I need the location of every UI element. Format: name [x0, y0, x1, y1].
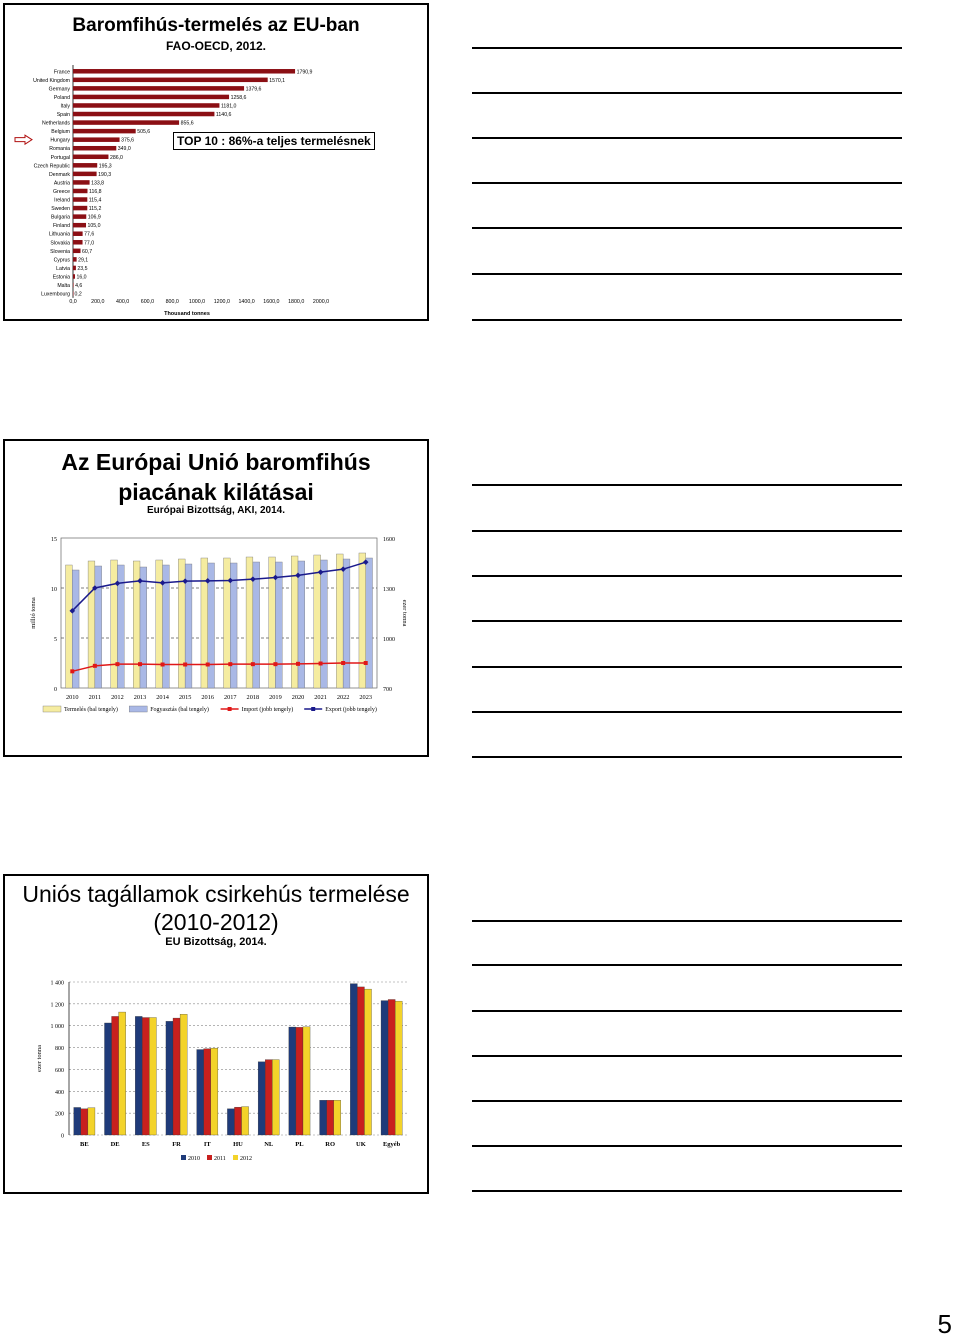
y-tick-label: 400 [55, 1089, 64, 1096]
data-label: 0,2 [74, 291, 82, 298]
bar [95, 566, 102, 688]
category-label: Estonia [52, 274, 70, 281]
x-tick-label: 2014 [156, 694, 169, 701]
data-label: 1258,6 [230, 94, 247, 101]
bar [73, 112, 214, 117]
left-tick-label: 10 [51, 587, 57, 593]
x-tick-label: 2012 [111, 694, 124, 701]
x-tick-label: 200,0 [91, 299, 105, 305]
legend-marker [228, 707, 232, 711]
bar [298, 561, 305, 688]
category-label: Slovenia [50, 248, 70, 255]
line-marker [183, 663, 187, 667]
data-label: 855,6 [180, 120, 194, 127]
bar [334, 1100, 341, 1135]
x-tick-label: RO [325, 1141, 336, 1148]
bar [366, 558, 373, 688]
y-tick-label: 200 [55, 1111, 64, 1118]
line-marker [319, 662, 323, 666]
bar [211, 1048, 218, 1135]
y-tick-label: 800 [55, 1046, 64, 1053]
bar [303, 1027, 310, 1135]
category-label: Malta [57, 283, 70, 290]
data-label: 115,4 [88, 197, 102, 204]
data-label: 116,8 [88, 188, 102, 195]
legend-marker [311, 707, 315, 711]
x-tick-label: 2019 [269, 694, 282, 701]
title-line-1: Az Európai Unió baromfihús [61, 449, 371, 475]
x-tick-label: 2021 [314, 694, 327, 701]
bar [142, 1018, 149, 1135]
slide-subtitle: EU Bizottság, 2014. [165, 936, 267, 948]
category-label: Latvia [56, 265, 70, 272]
data-label: 60,7 [82, 248, 93, 255]
bar [327, 1100, 334, 1135]
category-label: Austria [53, 180, 70, 187]
bar [73, 197, 87, 202]
bar [73, 189, 87, 194]
bar [197, 1050, 204, 1135]
y-tick-label: 1 400 [50, 980, 64, 987]
bar [320, 1100, 327, 1135]
line-marker [364, 661, 368, 665]
bar [73, 103, 219, 108]
line-marker [138, 662, 142, 666]
x-tick-label: 2015 [178, 694, 192, 701]
x-axis-title: Thousand tonnes [164, 311, 210, 317]
x-tick-label: 0,0 [69, 299, 77, 305]
bar [289, 1027, 296, 1135]
bar [350, 984, 357, 1135]
legend-swatch [181, 1155, 186, 1160]
left-tick-label: 0 [54, 687, 57, 693]
bar [73, 120, 179, 125]
bar [314, 555, 321, 688]
line-marker [296, 662, 300, 666]
bar [111, 560, 118, 688]
bar [272, 1060, 279, 1135]
bar [381, 1001, 388, 1135]
line-marker [115, 662, 119, 666]
category-label: Spain [56, 112, 70, 119]
bar [343, 559, 350, 688]
bar [178, 559, 185, 688]
title-line-2: (2010-2012) [153, 909, 279, 935]
data-label: 77,0 [84, 240, 95, 247]
bar [73, 257, 77, 262]
slide-subtitle: Európai Bizottság, AKI, 2014. [147, 505, 285, 516]
data-label: 190,3 [98, 171, 112, 178]
category-label: Bulgaria [50, 214, 70, 221]
slide-title: Baromfihús-termelés az EU-ban [72, 15, 360, 36]
bar [321, 560, 328, 688]
bar [104, 1023, 111, 1135]
data-label: 115,2 [88, 206, 102, 213]
line-marker [161, 663, 165, 667]
category-label: Romania [49, 146, 70, 153]
data-label: 133,8 [91, 180, 105, 187]
data-label: 505,6 [137, 129, 151, 136]
top10-callout: TOP 10 : 86%-a teljes termelésnek [173, 132, 375, 150]
x-tick-label: 2016 [201, 694, 215, 701]
bar [258, 1062, 265, 1135]
x-tick-label: 1600,0 [263, 299, 280, 305]
legend-label: Import (jobb tengely) [241, 707, 294, 713]
bar [180, 1014, 187, 1135]
x-tick-label: 800,0 [165, 299, 179, 305]
bar [73, 266, 76, 271]
x-tick-label: 2017 [223, 694, 237, 701]
data-label: 195,3 [98, 163, 112, 170]
x-tick-label: 2000,0 [312, 299, 330, 305]
data-label: 1379,6 [245, 86, 262, 93]
category-label: Denmark [48, 171, 70, 178]
line-marker [70, 669, 74, 673]
x-tick-label: 1800,0 [288, 299, 305, 305]
data-label: 1790,9 [296, 69, 313, 76]
bar [388, 999, 395, 1135]
bar [73, 129, 136, 134]
bar [140, 567, 147, 688]
bar [73, 137, 120, 142]
bar [73, 86, 244, 91]
line-marker [251, 662, 255, 666]
bar [296, 1027, 303, 1135]
bar [88, 561, 95, 688]
bar [73, 223, 86, 228]
bar [166, 1021, 173, 1135]
bar [364, 989, 371, 1135]
bar [73, 69, 295, 74]
bar [88, 1108, 95, 1135]
x-tick-label: HU [233, 1141, 243, 1148]
category-label: Cyprus [53, 257, 70, 264]
bar [227, 1109, 234, 1135]
highlight-arrow [15, 135, 32, 144]
bar [81, 1109, 88, 1135]
bar [242, 1107, 249, 1135]
title-line-1: Uniós tagállamok csirkehús termelése [22, 881, 410, 907]
right-axis-title: ezer tonna [401, 599, 408, 627]
legend-swatch [207, 1155, 212, 1160]
chicken-bar-chart [5, 876, 427, 1192]
data-label: 1181,0 [220, 103, 237, 110]
bar [224, 558, 231, 688]
page-number: 5 [937, 1309, 952, 1339]
outlook-combo-chart [5, 441, 427, 755]
bar [73, 231, 83, 236]
x-tick-label: PL [295, 1141, 304, 1148]
category-label: Poland [53, 94, 70, 101]
x-tick-label: Egyéb [382, 1141, 401, 1148]
bar [73, 283, 74, 288]
bar [275, 562, 282, 688]
x-tick-label: 2018 [246, 694, 260, 701]
legend-label: 2012 [240, 1156, 252, 1162]
bar [156, 560, 163, 688]
category-label: United Kingdom [33, 77, 70, 84]
bar [204, 1049, 211, 1135]
legend-label: Export (jobb tengely) [325, 707, 377, 713]
legend-label: Fogyasztás (bal tengely) [150, 707, 209, 713]
bar [73, 206, 87, 211]
bar [73, 146, 116, 151]
category-label: Hungary [50, 137, 70, 144]
x-tick-label: 1000,0 [188, 299, 206, 305]
data-label: 349,0 [117, 146, 131, 153]
legend-swatch [129, 706, 147, 712]
left-axis-title: millió tonna [30, 597, 37, 629]
right-tick-label: 1600 [383, 537, 395, 543]
category-label: Belgium [51, 129, 70, 136]
bar [74, 1107, 81, 1135]
legend-swatch [233, 1155, 238, 1160]
bar [73, 274, 75, 279]
data-label: 4,6 [75, 283, 83, 290]
category-label: Italy [60, 103, 70, 110]
y-axis-title: ezer tonna [36, 1045, 43, 1072]
x-tick-label: 2010 [65, 694, 79, 701]
data-label: 16,0 [76, 274, 87, 281]
category-label: Portugal [50, 154, 70, 161]
category-label: Finland [52, 223, 70, 230]
slide-eu-outlook [3, 439, 429, 757]
bar [73, 163, 97, 168]
x-tick-label: 2011 [88, 694, 102, 701]
x-tick-label: NL [264, 1141, 274, 1148]
x-tick-label: 1400,0 [238, 299, 255, 305]
x-tick-label: ES [141, 1141, 150, 1148]
category-label: Greece [52, 188, 70, 195]
bar [73, 172, 97, 177]
line-marker [228, 662, 232, 666]
data-label: 105,0 [87, 223, 101, 230]
legend-label: Termelés (bal tengely) [64, 707, 118, 713]
y-tick-label: 1 000 [50, 1024, 64, 1031]
line-marker [341, 661, 345, 665]
data-label: 29,1 [78, 257, 89, 264]
bar [265, 1060, 272, 1135]
right-tick-label: 700 [383, 687, 392, 693]
bar [73, 214, 86, 219]
bar [73, 240, 83, 245]
x-tick-label: 2013 [133, 694, 147, 701]
x-tick-label: 600,0 [140, 299, 155, 305]
left-tick-label: 15 [51, 537, 57, 543]
bar [357, 987, 364, 1135]
bar [73, 291, 74, 296]
bar [336, 554, 343, 688]
bar [73, 155, 108, 160]
category-label: Netherlands [42, 120, 70, 127]
data-label: 77,6 [84, 231, 95, 238]
category-label: Czech Republic [33, 163, 70, 170]
x-tick-label: 2023 [359, 694, 373, 701]
data-label: 1140,6 [215, 112, 232, 119]
category-label: Luxembourg [41, 291, 70, 298]
data-label: 1570,1 [269, 77, 286, 84]
y-tick-label: 600 [55, 1067, 64, 1074]
line-marker [273, 662, 277, 666]
x-tick-label: UK [356, 1141, 366, 1148]
x-tick-label: 2020 [291, 694, 305, 701]
data-label: 375,6 [121, 137, 135, 144]
x-tick-label: DE [110, 1141, 120, 1148]
category-label: Slovakia [50, 240, 70, 247]
bar [359, 553, 366, 688]
y-tick-label: 0 [61, 1133, 64, 1140]
x-tick-label: BE [80, 1141, 89, 1148]
legend-label: 2011 [214, 1156, 226, 1162]
production-bar-chart [5, 5, 427, 319]
category-label: Lithuania [48, 231, 70, 238]
category-label: Germany [48, 86, 70, 93]
slide-poultry-production [3, 3, 429, 321]
right-tick-label: 1000 [383, 637, 395, 643]
legend-swatch [43, 706, 61, 712]
bar [73, 95, 229, 100]
bar [73, 78, 268, 83]
line-marker [206, 663, 210, 667]
data-label: 23,5 [77, 265, 88, 272]
bar [112, 1016, 119, 1135]
bar [246, 557, 253, 688]
bar [135, 1016, 142, 1135]
category-label: France [53, 69, 70, 76]
bar [73, 180, 90, 185]
bar [201, 558, 208, 688]
right-tick-label: 1300 [383, 587, 395, 593]
bar [73, 249, 81, 254]
bar [149, 1018, 156, 1135]
data-label: 286,0 [109, 154, 123, 161]
slide-subtitle: FAO-OECD, 2012. [165, 39, 267, 53]
x-tick-label: IT [203, 1141, 211, 1148]
line-marker [93, 664, 97, 668]
y-tick-label: 1 200 [50, 1002, 64, 1009]
left-tick-label: 5 [54, 637, 57, 643]
x-tick-label: 1200,0 [213, 299, 230, 305]
title-line-2: piacának kilátásai [118, 479, 314, 505]
category-label: Ireland [54, 197, 70, 204]
data-label: 106,9 [87, 214, 101, 221]
x-tick-label: FR [172, 1141, 181, 1148]
bar [173, 1018, 180, 1135]
legend-label: 2010 [188, 1156, 200, 1162]
x-tick-label: 400,0 [115, 299, 130, 305]
bar [119, 1012, 126, 1135]
x-tick-label: 2022 [336, 694, 350, 701]
slide-chicken-production [3, 874, 429, 1194]
bar [234, 1107, 241, 1135]
category-label: Sweden [51, 206, 70, 213]
bar [395, 1001, 402, 1135]
